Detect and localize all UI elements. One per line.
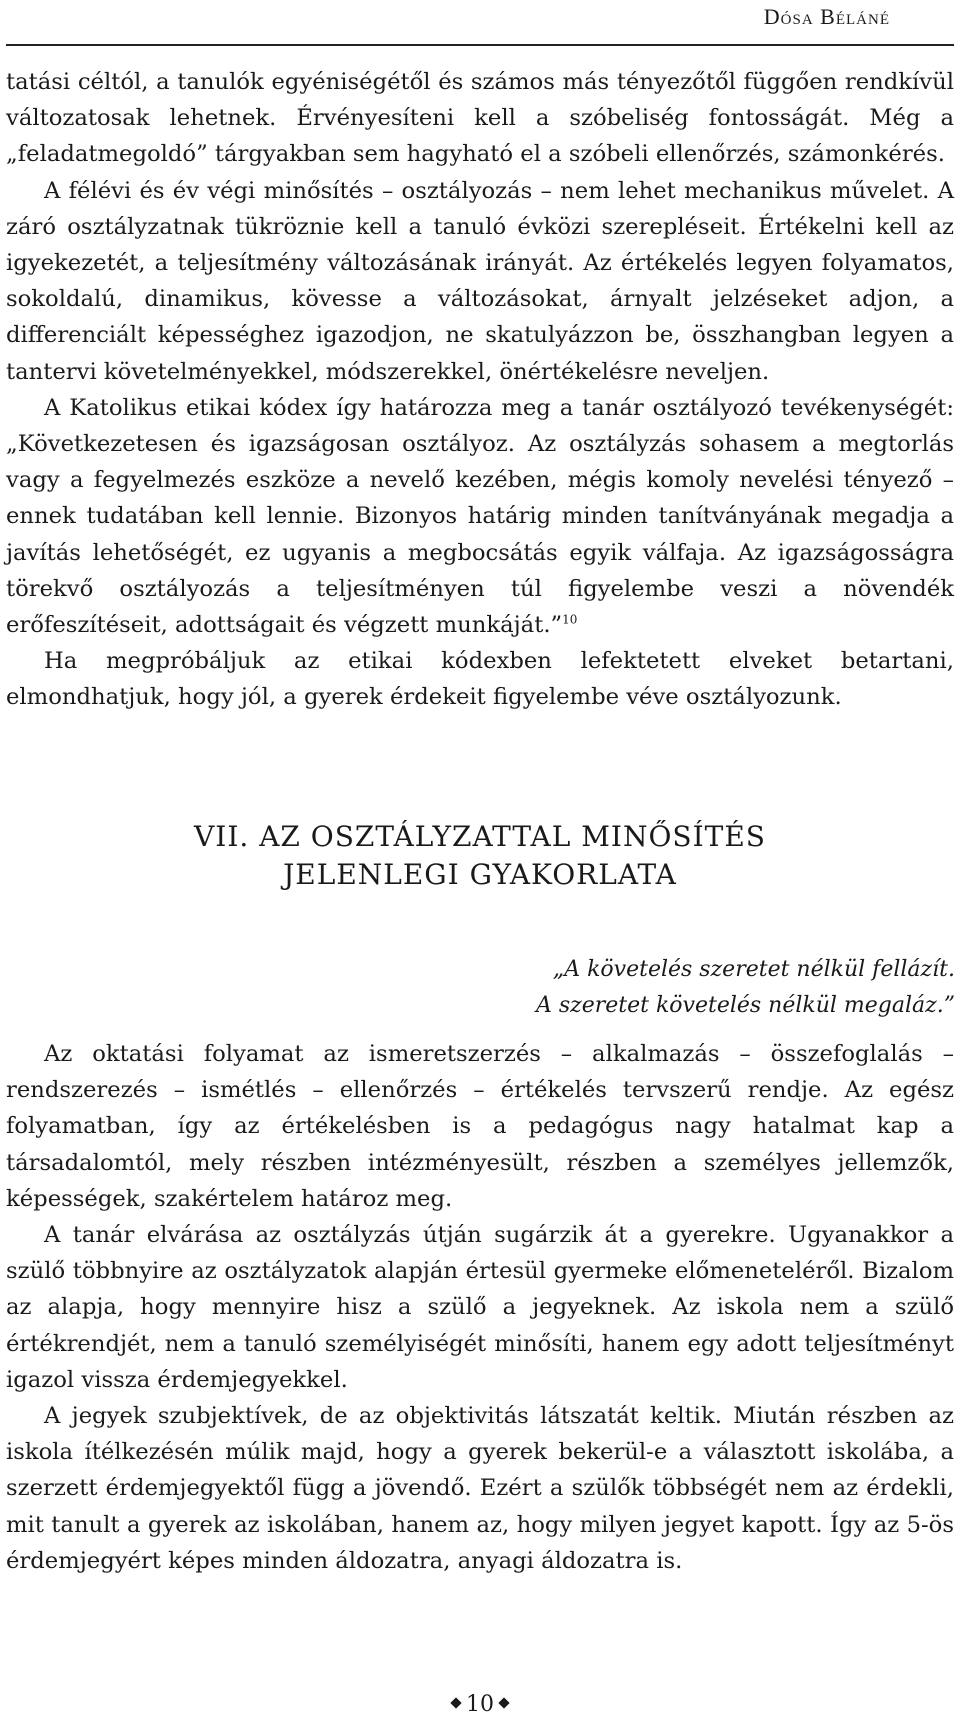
paragraph: Ha megpróbáljuk az etikai kódexben lefektetett elveket betartani, elmondhatjuk, hogy jól, a gyerek érdekeit figyelembe véve osztályozunk. [6,648,954,711]
section-two [6,1036,954,1579]
section-one [6,64,954,716]
epigraph-line: „A követelés szeretet nélkül fellázít. [552,957,955,982]
paragraph: Az oktatási folyamat az ismeretszerzés – alkalmazás – összefoglalás – rendszerezés – ismétlés – ellenőrzés – értékelés tervszerű rendje. Az egész folyamatban, így az értékelésben is a pedagógus nagy hatalmat kap a társadalomtól, mely részben intézményesült, részben a személyes jellemzők, képességek, szakértelem határoz meg. [6,1041,954,1212]
paragraph: tatási céltól, a tanulók egyéniségétől és számos más tényezőtől függően rendkívül változatosak lehetnek. Érvényesíteni kell a szóbeliség fontosságát. Még a „feladatmegoldó” tárgyakban sem hagyható el a szóbeli ellenőrzés, számonkérés. [6,69,954,168]
epigraph-line: A szeretet követelés nélkül megaláz.” [535,993,955,1018]
page-header [0,0,960,46]
chapter-title-line: VII. AZ OSZTÁLYZATTAL MINŐSÍTÉS [194,820,766,853]
header-rule [6,44,954,46]
chapter-title [0,818,960,894]
quote-text: A Katolikus etikai kódex így határozza meg a tanár osztályozó tevékenységét: „Következetesen és igazságosan osztályoz. Az osztályzás sohasem a megtorlás vagy a fegyelmezés eszköze a nevelő kezében, mégis komoly nevelési tényező – ennek tudatában kell lennie. Bizonyos határig minden tanítványának megadja a javítás lehetőségét, ez ugyanis a megbocsátás egyik válfaja. Az igazságosságra törekvő osztályozás a teljesítményen túl figyelembe veszi a növendék erőfeszítéseit, adottságait és végzett munkáját.” [6,394,954,639]
chapter-title-line: JELENLEGI GYAKORLATA [283,858,677,891]
paragraph: A jegyek szubjektívek, de az objektivitás látszatát keltik. Miután részben az iskola ítélkezésén múlik majd, hogy a gyerek bekerül-e a választott iskolába, a szerzett érdemjegyektől függ a jövendő. Ezért a szülők többségét nem az érdekli, mit tanult a gyerek az iskolában, hanem az, hogy milyen jegyet kapott. Így az 5-ös érdemjegyért képes minden áldozatra, anyagi áldozatra is. [6,1403,954,1574]
running-head: Dósa Béláné [763,4,890,29]
paragraph: A tanár elvárása az osztályzás útján sugárzik át a gyerekre. Ugyanakkor a szülő többnyire az osztályzatok alapján értesül gyermeke előmeneteléről. Bizalom az alapja, hogy mennyire hisz a szülő a jegyeknek. Az iskola nem a szülő értékrendjét, nem a tanuló személyiségét minősíti, hanem egy adott teljesítményt igazol vissza érdemjegyekkel. [6,1222,954,1393]
diamond-ornament-icon [498,1697,509,1708]
page-footer [0,1690,960,1720]
footnote-ref: 10 [562,612,578,627]
page-number: 10 [466,1692,494,1717]
epigraph [536,952,955,1024]
paragraph: A félévi és év végi minősítés – osztályozás – nem lehet mechanikus művelet. A záró osztályzatnak tükröznie kell a tanuló évközi szerepléseit. Értékelni kell az igyekezetét, a teljesítmény változásának irányát. Az értékelés legyen folyamatos, sokoldalú, dinamikus, kövesse a változásokat, árnyalt jelzéseket adjon, a differenciált képességhez igazodjon, ne skatulyázzon be, összhangban legyen a tantervi követelményekkel, módszerekkel, önértékelésre neveljen. [6,177,954,385]
quote-paragraph [6,390,954,643]
diamond-ornament-icon [450,1697,461,1708]
